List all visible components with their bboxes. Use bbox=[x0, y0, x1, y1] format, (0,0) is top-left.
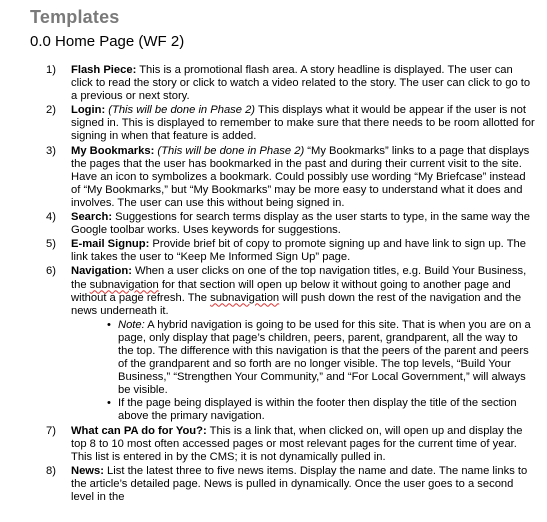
bullet-item-note bbox=[71, 319, 536, 398]
item-number: 3) bbox=[46, 144, 56, 157]
list-item-search bbox=[46, 211, 536, 237]
item-text: When a user clicks on one of the top navigation titles, e.g. Build Your Business, the bbox=[71, 265, 527, 291]
item-number: 4) bbox=[46, 211, 56, 224]
list-item-email-signup bbox=[46, 238, 536, 264]
item-number: 1) bbox=[46, 64, 56, 76]
list-item-navigation bbox=[46, 265, 536, 423]
item-term: Navigation: bbox=[71, 265, 132, 278]
item-number: 8) bbox=[46, 464, 56, 477]
bullet-icon: • bbox=[107, 397, 111, 410]
bullet-text: A hybrid navigation is going to be used for this site. That is when you are on a page, only display that page’s children, peers, parent, grandparent, all the way to the top. The difference with this navigation is that the peers of the parent and peers of the grandparent and so forth are no longer visible. The top levels, “Build Your Business,” “Strengthen Your Community,” and “For Local Government,” will always be visible. bbox=[118, 318, 531, 397]
item-term: News: bbox=[71, 464, 104, 477]
spellcheck-word: subnavigation bbox=[210, 291, 280, 304]
section-heading: 0.0 Home Page (WF 2) bbox=[30, 33, 185, 50]
item-number: 6) bbox=[46, 265, 56, 278]
item-term: Flash Piece: bbox=[71, 64, 137, 76]
list-item-my-bookmarks bbox=[46, 145, 536, 210]
bullet-list bbox=[71, 319, 536, 424]
item-text: This is a promotional flash area. A story headline is displayed. The user can click to read the story or click to watch a video related to the story. The user can click to go to a previous or next story. bbox=[71, 64, 531, 103]
item-term: Search: bbox=[71, 211, 113, 224]
bullet-icon: • bbox=[107, 318, 111, 331]
list-item-what-can-pa-do bbox=[46, 425, 536, 464]
item-term: Login: bbox=[71, 104, 106, 117]
spellcheck-word: subnavigation bbox=[89, 278, 159, 291]
bullet-note-label: Note: bbox=[118, 318, 145, 331]
list-item-flash-piece bbox=[46, 64, 536, 103]
item-term: E-mail Signup: bbox=[71, 238, 150, 251]
item-phase-note: (This will be done in Phase 2) bbox=[105, 104, 256, 117]
bullet-item-footer bbox=[71, 397, 536, 423]
item-text: This is a link that, when clicked on, will open up and display the top 8 to 10 most often accessed pages or most relevant pages for the current time of year. This list is entered in by the CMS; it is not dynamically pulled in. bbox=[71, 424, 523, 463]
item-text: “My Bookmarks” links to a page that displays the pages that the user has bookmarked in the past and during their current visit to the site. Have an icon to symbolizes a bookmark. Could possibly use wording “My Briefcase” instead of “My Bookmarks,” but “My Bookmarks” may be more easy to understand what it does and involves. The user can use this without being signed in. bbox=[71, 144, 530, 209]
item-text: List the latest three to five news items. Display the name and date. The name links to the article’s detailed page. News is pulled in dynamically. Once the user goes to a second level in the bbox=[71, 464, 528, 503]
item-term: My Bookmarks: bbox=[71, 144, 155, 157]
item-text: This displays what it would be appear if the user is not signed in. This is displayed to remember to make sure that there needs to be room allotted for signing in when that feature is added. bbox=[71, 104, 535, 143]
item-number: 2) bbox=[46, 104, 56, 117]
item-number: 7) bbox=[46, 424, 56, 437]
item-phase-note: (This will be done in Phase 2) bbox=[154, 144, 305, 157]
item-text: Suggestions for search terms display as the user starts to type, in the same way the Google toolbar works. Uses keywords for suggestions. bbox=[71, 211, 530, 237]
bullet-text: If the page being displayed is within the footer then display the title of the section above the primary navigation. bbox=[118, 397, 517, 423]
item-text: will push down the rest of the navigation and the news underneath it. bbox=[71, 291, 522, 317]
item-text: for that section will open up below it without going to another page and without a page refresh. The bbox=[71, 278, 511, 304]
list-item-login bbox=[46, 104, 536, 143]
item-text: Provide brief bit of copy to promote signing up and have link to sign up. The link takes the user to “Keep Me Informed Sign Up” page. bbox=[71, 238, 526, 264]
document-title: Templates bbox=[30, 7, 120, 27]
list-item-news bbox=[46, 465, 536, 504]
item-term: What can PA do for You?: bbox=[71, 424, 207, 437]
item-number: 5) bbox=[46, 238, 56, 251]
numbered-list bbox=[46, 64, 536, 505]
